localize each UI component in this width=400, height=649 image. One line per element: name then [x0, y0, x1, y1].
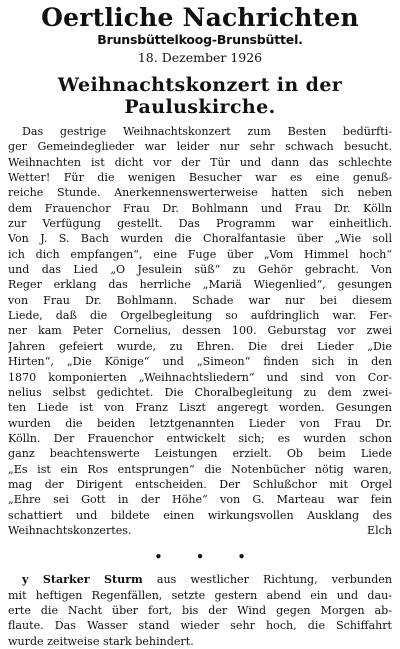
dateline: 18. Dezember 1926 [137, 50, 263, 65]
article-body [6, 124, 394, 538]
article-line: ten Liede ist von Franz Liszt angeregt worden. Gesungen [8, 401, 392, 415]
article-line: reiche Stunde. Anerkennenswerterweise hatten sich neben [8, 186, 392, 200]
article-line: nelius selbst gedichtet. Die Choralbegleitung zu dem zwei- [8, 385, 392, 399]
storm-first-rest: aus westlicher Richtung, verbunden [156, 573, 392, 587]
article-line: Von J. S. Bach wurden die Choralfantasie über „Wie soll [8, 232, 392, 246]
article-line: Hirten“, „Die Könige“ und „Simeon“ finden sich in den [8, 355, 392, 369]
article-line: „Es ist ein Ros entsprungen“ die Notenbücher nötig waren, [8, 462, 392, 476]
article-headline: Weihnachtskonzert in der Pauluskirche. [57, 74, 343, 118]
storm-line: erte die Nacht über fort, bis der Wind gegen Morgen ab- [8, 603, 392, 617]
section-separator: • • • [153, 548, 261, 567]
article-line: Jahren gefeiert wurde, zu Ehren. Die drei Lieder „Die [8, 339, 392, 353]
article-line: Das gestrige Weihnachtskonzert zum Besten bedürfti- [22, 125, 392, 138]
article-line: Kölln. Der Frauenchor entwickelt sich; es wurden schon [8, 431, 392, 445]
article-line: ger Gemeindeglieder war leider nur sehr schwach besucht. [8, 140, 392, 154]
article-line: von Frau Dr. Bohlmann. Schade war nur bei diesem [8, 293, 392, 307]
storm-line: mit heftigen Regenfällen, setzte gestern abend ein und dau- [8, 588, 392, 602]
article-line: ner kam Peter Cornelius, dessen 100. Geburstag vor zwei [8, 324, 392, 338]
article-line: schattiert und bildete einen wirkungsvollen Ausklang des [8, 508, 392, 522]
section-masthead: Oertliche Nachrichten [41, 3, 359, 32]
newspaper-clipping [6, 4, 394, 649]
article-line: wurden die beiden letztgenannten Lieder von Frau Dr. [8, 416, 392, 430]
article-line: Wetter! Für die wenigen Besucher war es eine genuß- [8, 171, 392, 185]
article-line: zur Verfügung gestellt. Das Programm war einheitlich. [8, 217, 392, 231]
storm-line: flaute. Das Wasser stand wieder sehr hoch, die Schiffahrt [8, 619, 392, 633]
article-line: 1870 komponierten „Weihnachtsliedern“ und sind von Cor- [8, 370, 392, 384]
article-signature: Elch [366, 523, 392, 537]
article-line: Reger erklang das herrliche „Mariä Wiegenlied“, gesungen [8, 278, 392, 292]
article-closing-line [8, 523, 392, 538]
article-line: mag der Dirigent entscheiden. Der Schlußchor mit Orgel [8, 477, 392, 491]
article-line: Liede, daß die Orgelbegleitung so aufdringlich war. Fer- [8, 309, 392, 323]
storm-notice [6, 572, 394, 649]
article-line: ganz beachtenswerte Leistungen erzielt. Ob beim Liede [8, 447, 392, 461]
article-line: dem Frauenchor Frau Dr. Bohlmann und Frau Dr. Kölln [8, 201, 392, 215]
article-line: ich dich empfangen“, eine Fuge über „Vom Himmel hoch“ [8, 247, 392, 261]
article-line: „Ehre sei Gott in der Höhe“ von G. Marteau war fein [8, 493, 392, 507]
locality-line: Brunsbüttelkoog-Brunsbüttel. [97, 32, 303, 47]
article-last-line: Weihnachtskonzertes. [8, 523, 132, 537]
article-line: und das Lied „O Jesulein süß“ zu Gehör gebracht. Von [8, 263, 392, 277]
storm-first-line [8, 572, 392, 587]
article-line: Weihnachten ist dicht vor der Tür und dann das schlechte [8, 155, 392, 169]
storm-last-line: wurde zeitweise stark behindert. [8, 634, 194, 648]
storm-lead: y Starker Sturm [22, 573, 143, 587]
